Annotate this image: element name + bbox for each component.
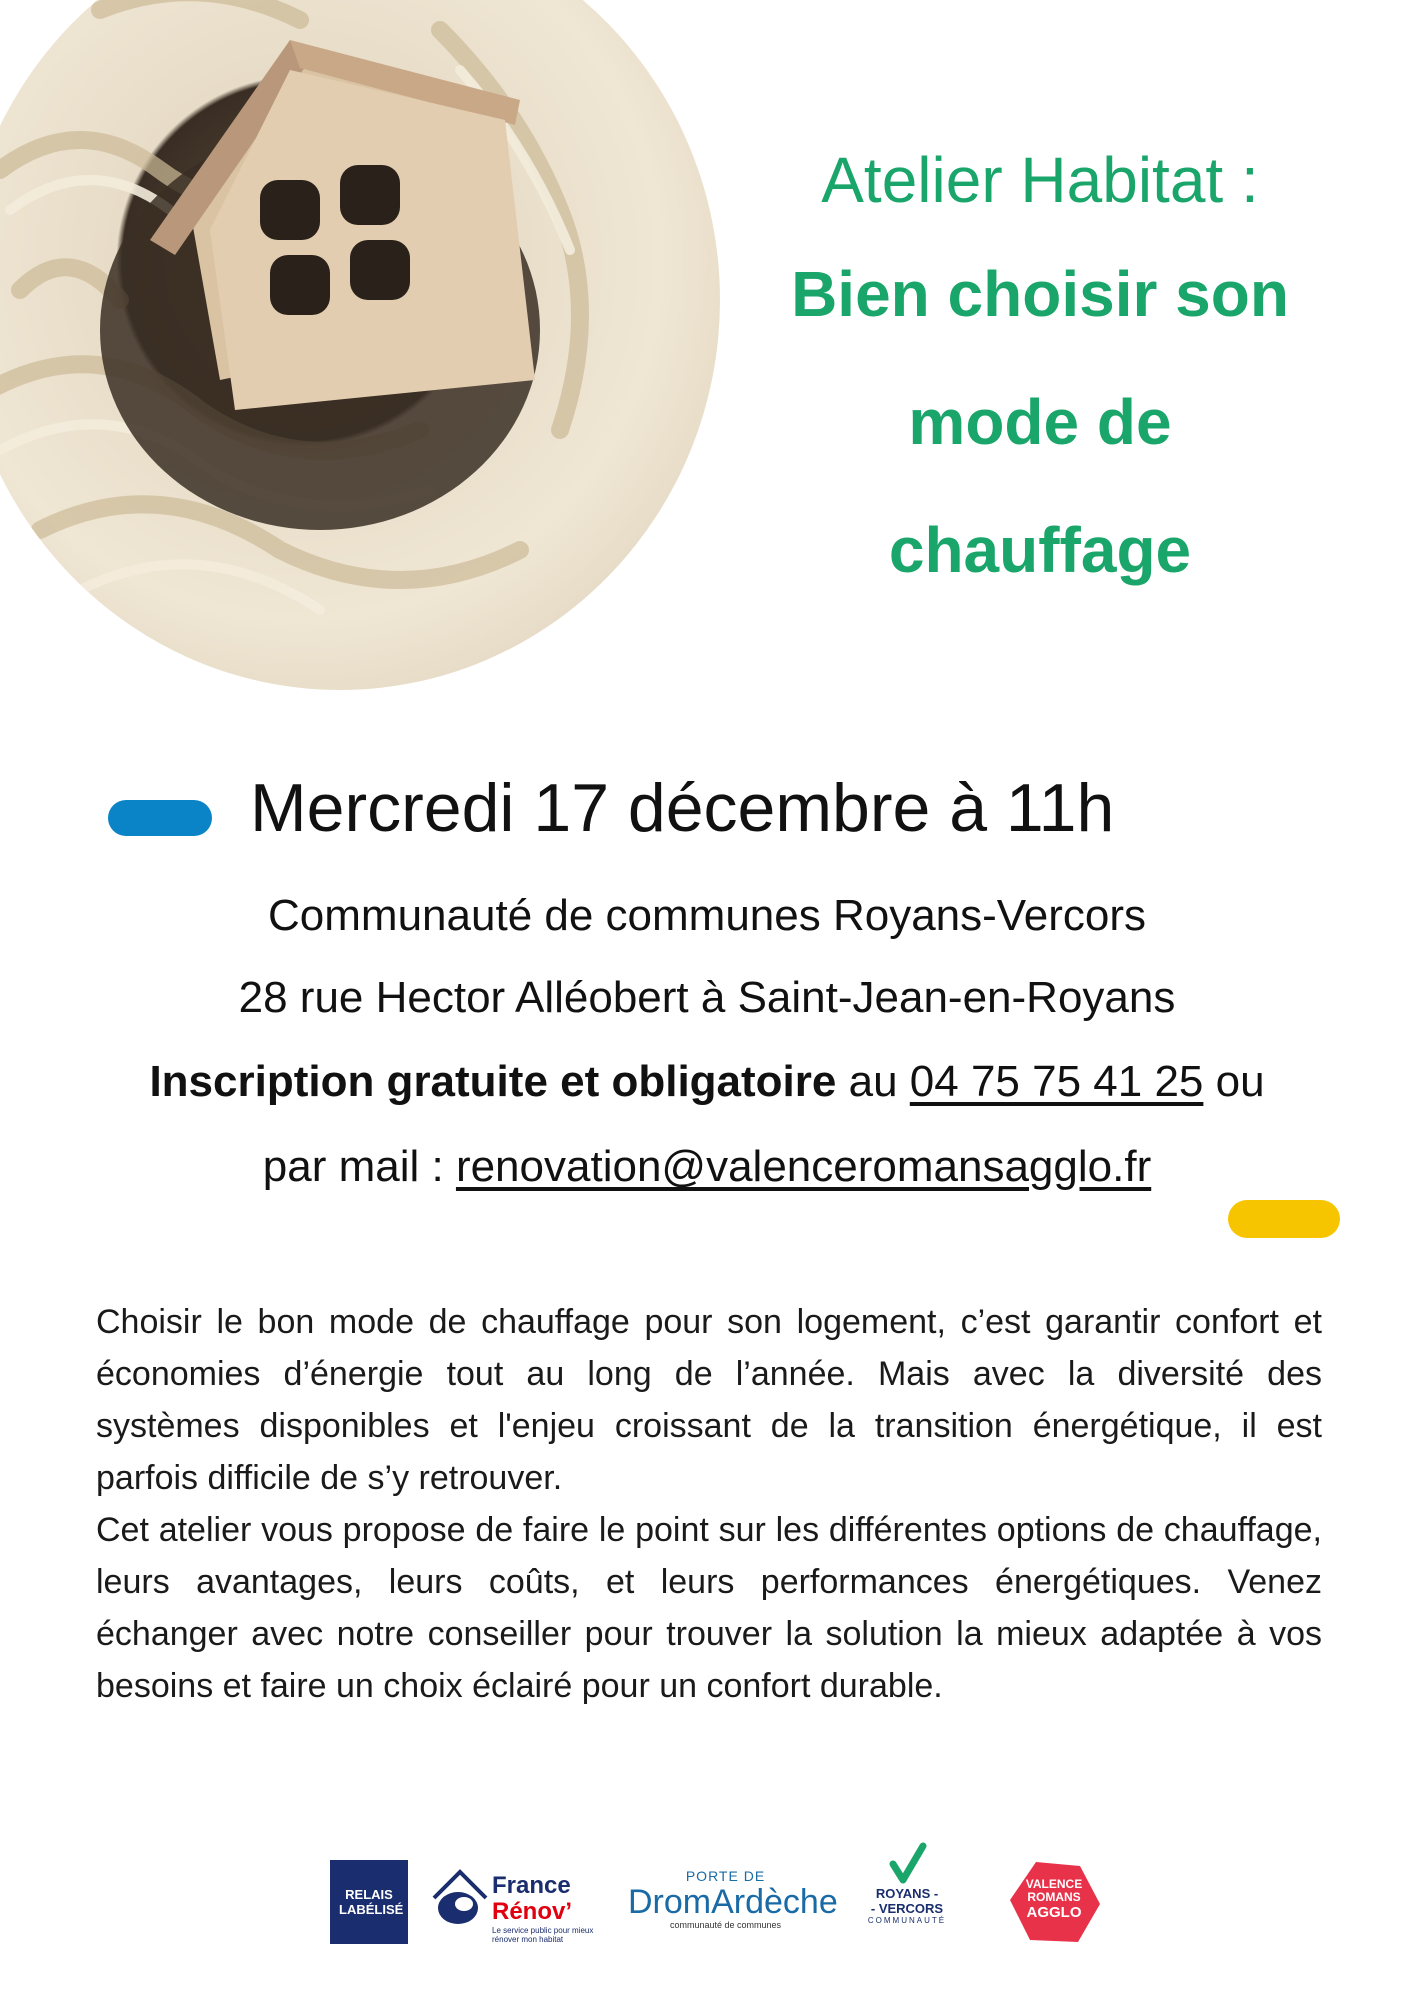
- dromardeche-text: DromArdèche: [628, 1883, 838, 1921]
- relais-logo-text: RELAIS LABÉLISÉ: [339, 1887, 404, 1917]
- description-paragraph-1: Choisir le bon mode de chauffage pour son logement, c’est garantir confort et économies d’énergie tout au long de l’année. Mais avec la diversité des systèmes disponibles et l'enjeu croissant de la transition énergétique, il est parfois difficile de s’y retrouver.: [96, 1303, 1322, 1497]
- house-illustration: [0, 0, 720, 690]
- location-address: 28 rue Hector Alléobert à Saint-Jean-en-Royans: [238, 973, 1176, 1022]
- title-line-2: Bien choisir son: [791, 258, 1289, 330]
- hero-image-house-scarf: [0, 0, 720, 690]
- france-text: France: [492, 1872, 571, 1899]
- france-renov-tagline: Le service public pour mieux rénover mon habitat: [492, 1926, 594, 1944]
- romans-text: ROMANS: [1027, 1890, 1081, 1904]
- agglo-text: AGGLO: [1026, 1904, 1082, 1921]
- event-date: Mercredi 17 décembre à 11h: [250, 770, 1115, 846]
- inscription-line: [40, 1053, 1374, 1111]
- location-name: Communauté de communes Royans-Vercors: [268, 891, 1146, 940]
- phone-link[interactable]: 04 75 75 41 25: [909, 1057, 1204, 1106]
- renov-text: Rénov’: [492, 1898, 573, 1925]
- france-renov-house-icon: [428, 1864, 492, 1934]
- valence-romans-agglo-logo: [1008, 1860, 1100, 1944]
- porte-de-dromardeche-logo: [628, 1868, 838, 1938]
- communaute-text: COMMUNAUTÉ: [867, 1916, 947, 1925]
- porte-de-text: PORTE DE: [685, 1868, 766, 1884]
- mail-prefix: par mail :: [262, 1142, 456, 1191]
- description: [96, 1296, 1322, 1712]
- inscription-au: au: [836, 1057, 910, 1106]
- inscription-ou: ou: [1203, 1057, 1265, 1106]
- email-link[interactable]: renovation@valenceromansagglo.fr: [455, 1142, 1152, 1191]
- checkmark-icon: [887, 1842, 927, 1886]
- royans-vercors-logo: [862, 1842, 952, 1942]
- blue-pill-decoration: [108, 800, 212, 836]
- vercors-text: - VERCORS: [870, 1901, 944, 1916]
- royans-text: ROYANS -: [875, 1886, 939, 1901]
- relais-labelise-logo: [330, 1860, 408, 1944]
- valence-text: VALENCE: [1025, 1877, 1083, 1891]
- yellow-pill-decoration: [1228, 1200, 1340, 1238]
- mail-line: [40, 1138, 1374, 1196]
- france-renov-logo: [428, 1858, 603, 1948]
- title-line-4: chauffage: [888, 514, 1192, 586]
- dromardeche-subtitle: communauté de communes: [669, 1920, 782, 1930]
- title-line-3: mode de: [908, 386, 1172, 458]
- description-paragraph-2: Cet atelier vous propose de faire le point sur les différentes options de chauffage, leurs avantages, leurs coûts, et leurs performances énergétiques. Venez échanger avec notre conseiller pour trouver la solution la mieux adaptée à vos besoins et faire un choix éclairé pour un confort durable.: [96, 1511, 1322, 1705]
- workshop-title: [740, 130, 1340, 614]
- title-line-1: Atelier Habitat :: [821, 144, 1259, 216]
- inscription-label: Inscription gratuite et obligatoire: [149, 1057, 837, 1106]
